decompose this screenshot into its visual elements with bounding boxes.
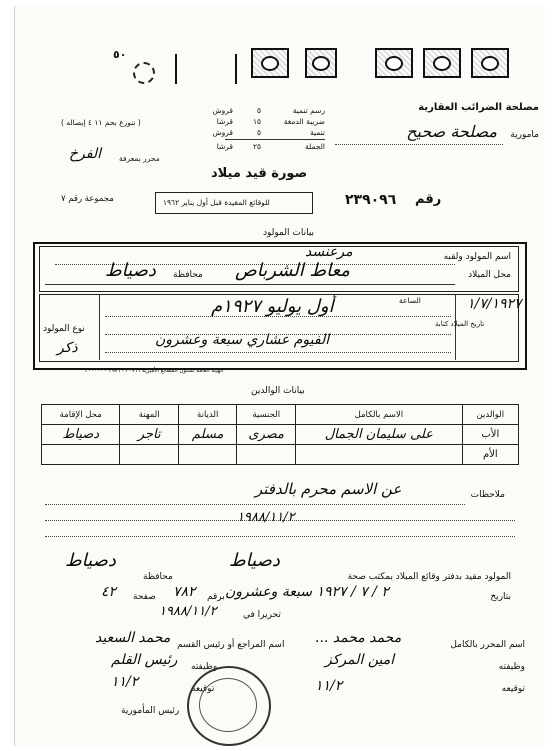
role-cell: الأب	[462, 425, 518, 445]
column-header: الجنسية	[237, 405, 296, 425]
date-line-1	[105, 316, 451, 317]
date-written: أول يوليو ١٩٢٧م	[211, 296, 334, 317]
clerk-job-label: وظيفته	[498, 662, 525, 672]
date-numeric: ١/٧/١٩٢٧	[467, 296, 522, 312]
date-line-3	[105, 352, 451, 353]
gear-stamp-icon	[133, 62, 155, 84]
revenue-stamp	[251, 48, 289, 78]
religion-cell: مسلم	[178, 425, 237, 445]
revenue-stamp	[423, 48, 461, 78]
registry-date-value: ٢ / ٧ / ١٩٢٧ سبعة وعشرون	[225, 584, 389, 600]
reviewer-job-value: رئيس القلم	[111, 652, 178, 668]
registry-serial-value: ٧٨٢	[173, 584, 196, 600]
notes-value: عن الاسم محرم بالدفتر	[255, 480, 402, 498]
column-header: محل الإقامة	[42, 405, 120, 425]
reviewer-sign-label: توقيعه	[191, 684, 215, 694]
registry-office-value: دصياط	[229, 550, 280, 571]
column-header: الاسم بالكامل	[295, 405, 462, 425]
notes-date-scribble: ١٩٨٨/١١/٢	[237, 510, 295, 525]
residence-cell	[42, 445, 120, 465]
fee-amount: ٥	[256, 106, 261, 115]
date-written-line3: الفيوم عشاري سبعة وعشرون	[155, 332, 330, 348]
period-text: للوقائع المقيدة قبل أول يناير ١٩٦٢	[163, 198, 270, 207]
time-label: الساعة	[399, 296, 421, 305]
sex-label: نوع المولود	[43, 324, 85, 334]
notes-label: ملاحظات	[470, 490, 505, 500]
table-row	[42, 425, 519, 445]
fee-label: رسم تنمية	[292, 106, 325, 115]
job-cell: تاجر	[120, 425, 179, 445]
fee-amount: ٢٥	[252, 142, 261, 151]
fee-sum-line	[225, 139, 325, 140]
religion-cell	[178, 445, 237, 465]
drafted-label: محرر بمعرفة	[119, 154, 160, 163]
registry-serial-label: برقم	[207, 592, 225, 602]
registry-page-value: ٤٢	[101, 584, 117, 600]
name-cell	[295, 445, 462, 465]
office-line	[335, 144, 503, 145]
notes-line-1	[45, 504, 465, 505]
parents-table	[41, 404, 519, 465]
fee-unit: قروش	[212, 128, 233, 137]
fee-unit: قرشا	[216, 117, 233, 126]
agency-name: مصلحة الضرائب العقارية	[418, 102, 539, 113]
registry-date-label: تحريرا في	[243, 610, 281, 620]
office-value: مصلحة صحيح	[406, 122, 497, 141]
record-number-label: رقم	[415, 192, 442, 207]
reviewer-signature: ١١/٢	[111, 674, 139, 690]
reviewer-value: محمد السعيد	[95, 630, 171, 646]
column-header: الديانة	[178, 405, 237, 425]
name-label: اسم المولود ولقبه	[443, 252, 511, 262]
notes-line-3	[45, 536, 515, 537]
newborn-section-title: بيانات المولود	[263, 228, 315, 238]
drafted-value: الفرخ	[69, 146, 101, 162]
clerk-sign-label: توقيعه	[501, 684, 525, 694]
reviewer-job-label: وظيفته	[191, 662, 218, 672]
table-header-row	[42, 405, 519, 425]
document-page	[14, 6, 545, 746]
column-header: المهنة	[120, 405, 179, 425]
birthplace-label: محل الميلاد	[468, 270, 511, 280]
stamp-number: ٥٠	[113, 48, 127, 61]
clerk-signature: ١١/٢	[315, 678, 343, 694]
job-cell	[120, 445, 179, 465]
registry-page-label: صفحة	[133, 592, 156, 602]
registry-date-written: ١٩٨٨/١١/٢	[159, 604, 217, 619]
clerk-job-value: امين المركز	[325, 652, 395, 668]
revenue-stamp	[471, 48, 509, 78]
residence-cell: دصياط	[42, 425, 120, 445]
fee-note: ( تنوزع بحم ١١ ٤ إيصاله )	[61, 118, 141, 127]
governorate-label: محافظة	[173, 270, 203, 280]
revenue-stamp	[305, 48, 337, 78]
fee-label: الجملة	[304, 142, 325, 151]
date-label: تاريخ الميلاد كتابة	[435, 320, 485, 328]
registry-date-prefix: بتاريخ	[490, 592, 511, 602]
office-head-label: رئيس المأمورية	[121, 706, 180, 716]
parents-section-title: بيانات الوالدين	[251, 386, 305, 396]
fee-amount: ٥	[256, 128, 261, 137]
name-cell: على سليمان الجمال	[295, 425, 462, 445]
name-value: مرعنسد	[305, 244, 353, 260]
fee-unit: قرشا	[216, 142, 233, 151]
registry-line1-label: المولود مقيد بدفتر وقائع الميلاد بمكتب صحة	[347, 572, 511, 582]
nationality-cell	[237, 445, 296, 465]
column-header: الوالدين	[462, 405, 518, 425]
document-title: صورة قيد ميلاد	[211, 166, 308, 181]
sex-value: ذكر	[57, 340, 78, 356]
nationality-cell: مصرى	[237, 425, 296, 445]
office-label: مامورية	[510, 130, 539, 140]
clerk-name-value: محمد محمد ...	[315, 630, 402, 646]
fee-label: تنمية	[310, 128, 325, 137]
role-cell: الأم	[462, 445, 518, 465]
birthplace-value: معاط الشرباص	[235, 260, 350, 281]
printer-footnote: الهيئة العامة لشئون المطابع الأميرية ٢٠٩٦٦ - ١٩٨٦ - ٢٠٠٠٠٠	[85, 368, 224, 374]
fee-label: ضريبة الدمغة	[283, 117, 325, 126]
sex-divider	[99, 294, 100, 360]
fee-unit: قروش	[212, 106, 233, 115]
clerk-name-label: اسم المحرر بالكامل	[450, 640, 525, 650]
collection-number: مجموعة رقم ٧	[61, 194, 114, 204]
table-row	[42, 445, 519, 465]
revenue-stamp	[375, 48, 413, 78]
governorate-value: دصياط	[105, 260, 156, 281]
record-number: ٢٣٩٠٩٦	[345, 192, 397, 208]
reviewer-label: اسم المراجع أو رئيس القسم	[177, 640, 285, 650]
birthplace-line	[45, 284, 455, 285]
registry-governorate-label: محافظة	[143, 572, 173, 582]
official-seal	[187, 666, 271, 746]
fee-amount: ١٥	[252, 117, 261, 126]
cancellation-strokes	[235, 54, 237, 84]
cancellation-strokes	[175, 54, 177, 84]
registry-governorate-value: دصياط	[65, 550, 116, 571]
